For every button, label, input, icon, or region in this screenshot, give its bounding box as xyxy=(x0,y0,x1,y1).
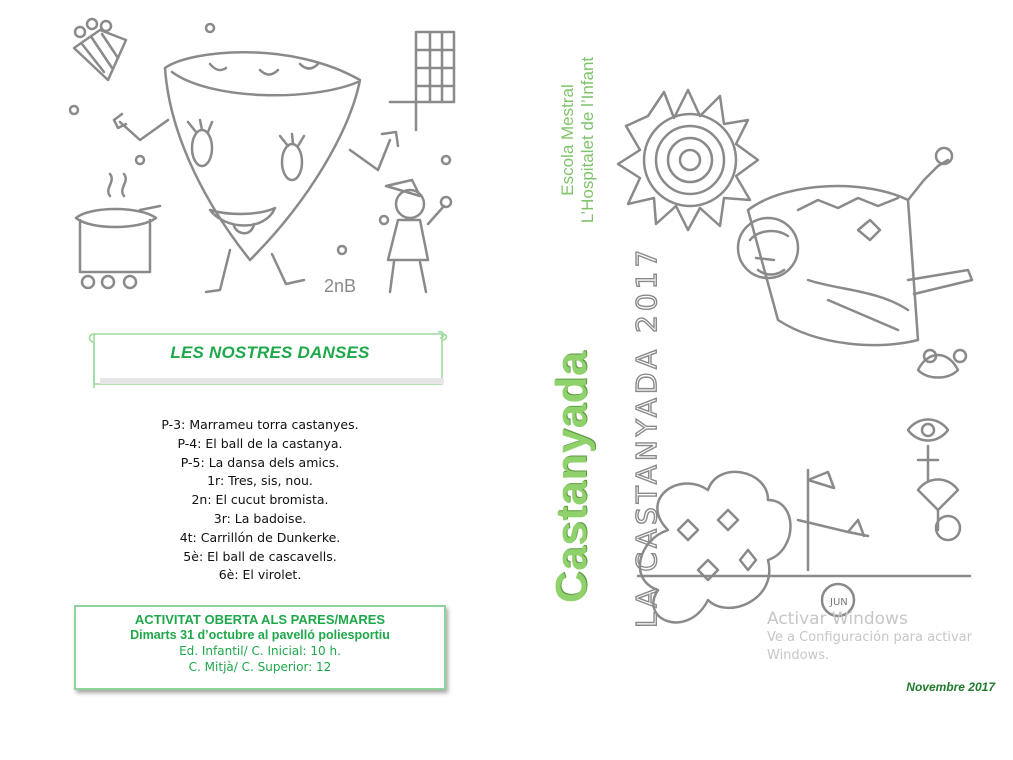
activity-box xyxy=(74,605,446,690)
list-item: P-5: La dansa dels amics. xyxy=(180,454,340,470)
activity-date: Dimarts 31 d’octubre al pavelló poliesportiu xyxy=(130,628,390,642)
dance-list xyxy=(0,416,520,585)
list-item: P-4: El ball de la castanya. xyxy=(177,435,343,451)
cover-drawing-title: LA CASTANYADA 2017 xyxy=(630,245,663,628)
school-line-1: Escola Mestral xyxy=(558,84,577,196)
watermark-title: Activar Windows xyxy=(767,609,908,629)
list-item: 4t: Carrillón de Dunkerke. xyxy=(179,529,341,545)
watermark-subtitle: Ve a Configuración para activar Windows. xyxy=(767,630,972,663)
main-title: Castanyada xyxy=(547,350,596,604)
windows-activation-watermark[interactable] xyxy=(767,609,1007,665)
drawing-signature: 2nB xyxy=(324,276,357,296)
list-item: 2n: El cucut bromista. xyxy=(191,492,329,508)
list-item: 1r: Tres, sis, nou. xyxy=(207,473,313,489)
activity-title: ACTIVITAT OBERTA ALS PARES/MARES xyxy=(134,612,386,627)
activity-schedule-superior: C. Mitjà/ C. Superior: 12 xyxy=(188,660,332,674)
list-item: 6è: El virolet. xyxy=(218,567,302,583)
activity-schedule-infantil: Ed. Infantil/ C. Inicial: 10 h. xyxy=(179,644,341,658)
list-item: 5è: El ball de cascavells. xyxy=(183,548,337,564)
banner-title: LES NOSTRES DANSES xyxy=(170,343,370,362)
cover-drawing-signature: JUN xyxy=(830,597,848,608)
list-item: 3r: La badoise. xyxy=(213,510,307,526)
list-item: P-3: Marrameu torra castanyes. xyxy=(161,417,359,432)
chestnut-character-drawing xyxy=(60,10,480,310)
castanyada-cover-drawing xyxy=(608,80,998,670)
school-line-2: L’Hospitalet de l’Infant xyxy=(578,56,597,224)
publication-date: Novembre 2017 xyxy=(906,680,995,694)
school-name xyxy=(558,57,598,223)
